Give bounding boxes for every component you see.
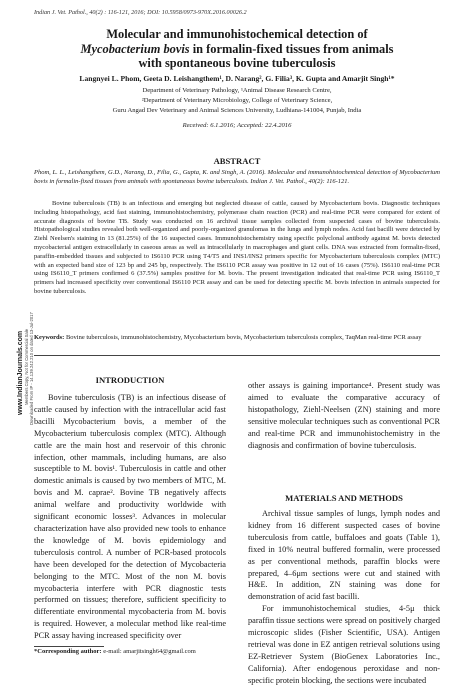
introduction-heading: INTRODUCTION <box>95 375 165 385</box>
affiliation-2: ²Department of Veterinary Microbiology, College of Veterinary Science, <box>141 97 333 105</box>
abstract-divider <box>34 355 440 356</box>
article-title <box>40 27 434 71</box>
abstract-heading: ABSTRACT <box>213 156 261 166</box>
keywords-text: Bovine tuberculosis, immunohistochemistry, Mycobacterium bovis, Mycobacterium tuberculosis complex, TaqMan real-time PCR assay <box>65 334 422 341</box>
keywords-label: Keywords: <box>34 334 65 341</box>
affiliations <box>30 86 444 116</box>
author-list: Langnyei L. Phom, Geeta D. Leishangthem¹, D. Narang², G. Filia³, K. Gupta and Amarjit Singh¹* <box>79 74 395 83</box>
materials-methods-heading: MATERIALS AND METHODS <box>285 493 403 503</box>
watermark-download: Downloaded From IP - 14.139.242.210 on dated 13-Jul-2017 <box>29 312 34 425</box>
title-line-2 <box>40 42 434 57</box>
abstract-body: Bovine tuberculosis (TB) is an infectious and emerging but neglected disease of cattle, caused by Mycobacterium bovis. Diagnostic techniques including histopathology, acid fast staining, immunohistochemistry, polymerase chain reaction (PCR) and real-time PCR were compared for extent of accurate diagnosis of bovine TB. Study was conducted on 16 archival tissue samples collected from suspected cases of bovine tuberculosis. Histopathological studies revealed both well-organized and poorly-organized granulomas in the lungs and lymph nodes. Acid fast bacilli were detected by Ziehl Neelsen's staining in 13 (81.25%) of the 16 suspected cases. Immunohistochemistry using specific polyclonal antibody against M. bovis detected mycobacterial antigen extracellularly in caseous areas as well as intracellularly in macrophages and giant cells. DNA was extracted from formalin-fixed, paraffin-embedded tissues and subjected to IS6110 PCR using T4/T5 and INS1/INS2 primers specific for Mycobacterium tuberculosis complex (MTC) with an expected band size of 123 bp and 245 bp, respectively. The IS6110 PCR assay was positive in 12 out of 16 cases (75%). IS6110 real-time PCR using IS6110_T primers confirmed 6 (37.5%) samples positive for M. bovis. The present investigation indicated that real-time PCR using IS6110_T primers had increased specificity over conventional IS6110 PCR assay and can be used for detecting specific M. bovis infection in animals suspected for bovine tuberculosis. <box>34 200 440 295</box>
journal-citation: Indian J. Vet. Pathol., 40(2) : 116-121, 2016; DOI: 10.5958/0973-970X.2016.00026.2 <box>34 9 247 16</box>
watermark-members: Members Copy, Not for Commercial Sale <box>24 328 29 405</box>
introduction-paragraph: Bovine tuberculosis (TB) is an infectious disease of cattle caused by infection with the intracellular acid fast bacilli Mycobacterium bovis, a member of the Mycobacterium tuberculosis complex (MTC). Although cattle are the main host and reservoir of this chronic infection, other mammals, including humans, are also susceptible to M. bovis¹. Tuberculosis in cattle and other domestic animals is caused by two members of MTC, M. bovis and M. caprae². Bovine TB negatively affects animal welfare and productivity worldwide with significant economic losses³. Advances in molecular characterization have also provided new tools to enhance the knowledge of M. bovis epidemiology and tuberculosis control. A number of PCR-based protocols have been developed for the detection of Mycobacteria belonging to the MTC. Most of the non M. bovis mycobacteria interfere with PCR diagnostic tests performed on tissues; therefore, sufficient specificity to differentiate environmental mycobacteria from M. bovis is required. However, a molecular method like real-time PCR assay having increased specificity over <box>34 393 226 641</box>
footnote-label: *Corresponding author: <box>34 648 102 655</box>
title-line-3: with spontaneous bovine tuberculosis <box>138 56 336 71</box>
materials-methods-text <box>248 508 440 687</box>
methods-paragraph-1: Archival tissue samples of lungs, lymph nodes and kidney from 16 different suspected cases of bovine tuberculosis from cattle, buffaloes and goats (Table 1), fixed in 10% neutral buffered formalin, were processed as per conventional methods, paraffin blocks were prepared, 4–6μm sections were cut and stained with H&E. In addition, ZN staining was done for demonstration of acid fast bacilli. <box>248 509 440 602</box>
methods-paragraph-2: For immunohistochemical studies, 4-5μ thick paraffin tissue sections were spread on positively charged microscopic slides (Fisher Scientific, USA). Antigen retrieval was done in EZ antigen retrieval solutions using EZ-Retriever System (BioGenex Laboratories Inc., California). After endogenous peroxidase and non-specific protein blocking, the sections were incubated <box>248 604 440 685</box>
abstract-citation: Phom, L. L., Leishangthem, G.D., Narang, D., Filia, G., Gupta, K. and Singh, A. (2016). Molecular and immunohistochemical detection of Mycobacterium bovis in formalin-fixed tissues from animals with spontaneous bovine tuberculosis. Indian J. Vet. Pathol., 40(2): 116-121. <box>34 169 440 185</box>
footnote-divider <box>34 646 104 647</box>
keywords <box>34 334 440 343</box>
continued-paragraph: other assays is gaining importance⁴. Present study was aimed to evaluate the comparative accuracy of histopathology, Ziehl-Neelsen (ZN) staining and more sensitive molecular techniques such as conventional PCR and real-time PCR and immunohistochemistry in the diagnosis and confirmation of bovine tuberculosis. <box>248 381 440 450</box>
received-accepted-dates: Received: 6.1.2016; Accepted: 22.4.2016 <box>182 122 292 129</box>
footnote-email: e-mail: amarjitsingh64@gmail.com <box>101 648 196 655</box>
title-line-1: Molecular and immunohistochemical detection of <box>106 27 368 41</box>
right-column-continuation <box>248 380 440 451</box>
affiliation-1: Department of Veterinary Pathology, ¹Animal Disease Research Centre, <box>142 87 332 94</box>
watermark-site: www.IndianJournals.com <box>17 330 24 415</box>
download-watermark <box>17 245 34 425</box>
title-line-2-rest: in formalin-fixed tissues from animals <box>189 41 394 56</box>
affiliation-3: Guru Angad Dev Veterinary and Animal Sciences University, Ludhiana-141004, Punjab, India <box>112 107 362 115</box>
title-organism: Mycobacterium bovis <box>80 41 190 56</box>
corresponding-author-footnote <box>34 648 196 655</box>
introduction-text <box>34 392 226 642</box>
